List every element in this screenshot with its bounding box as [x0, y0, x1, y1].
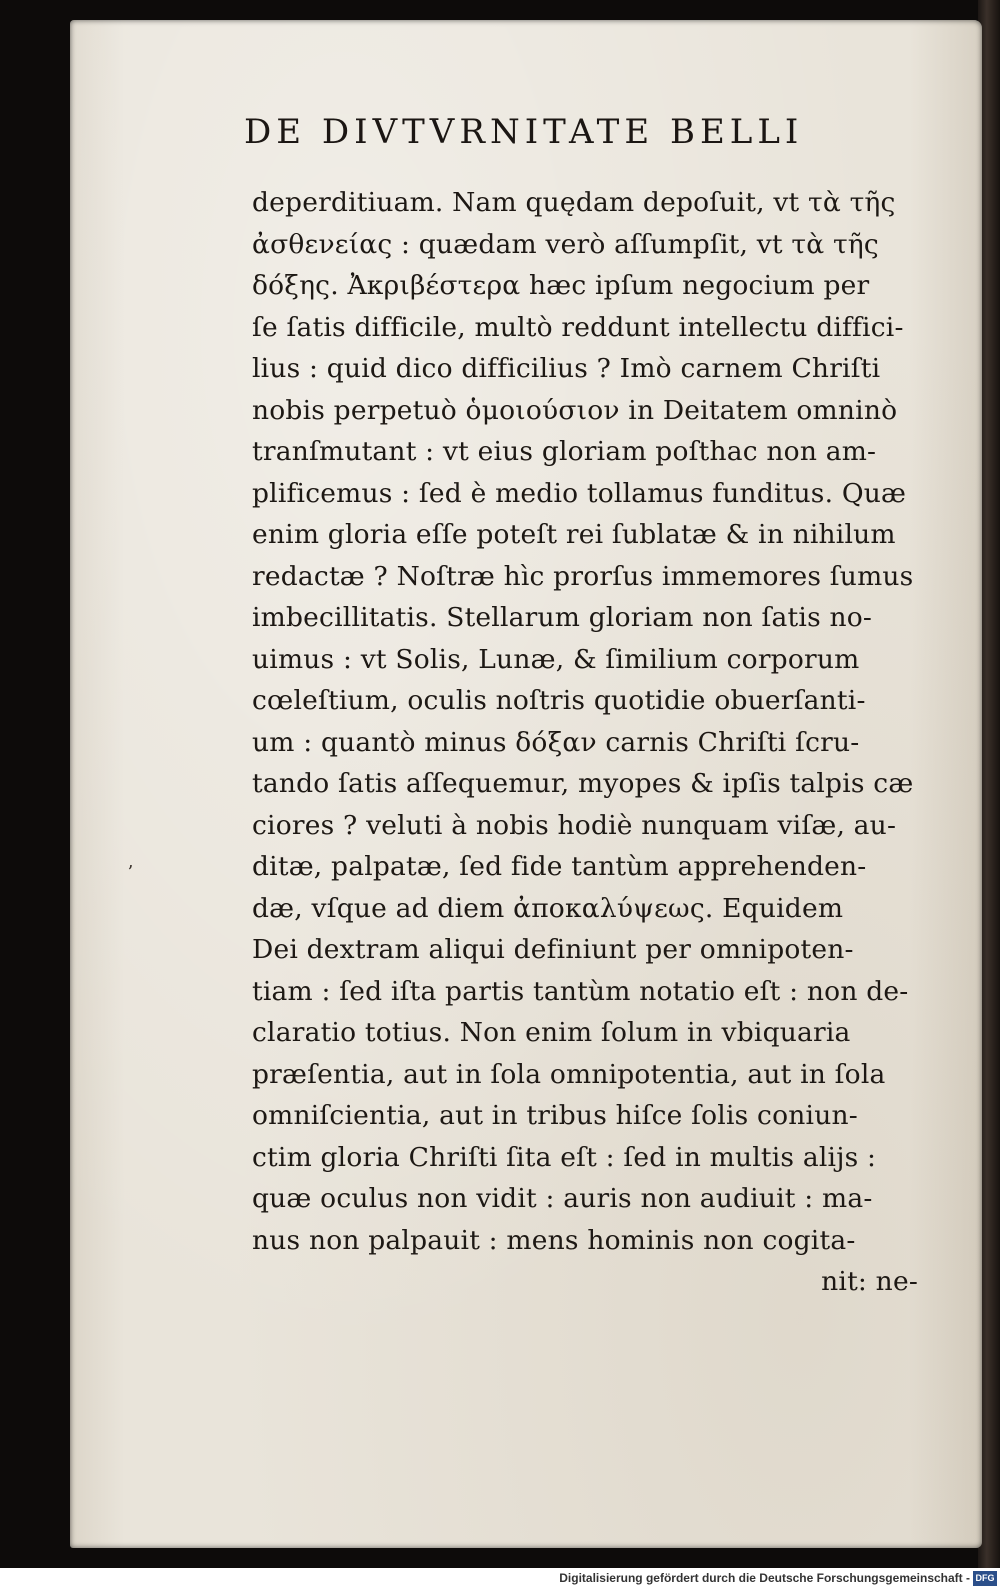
text-line: ditæ, palpatæ, ſed fide tantùm apprehenden-	[252, 851, 867, 882]
footer-credit: Digitalisierung gefördert durch die Deutsche Forschungsgemeinschaft -	[559, 1571, 970, 1585]
text-line: ſe ſatis difficile, multò reddunt intellectu diffici-	[252, 311, 904, 343]
text-line: tando ſatis aſſequemur, myopes & ipſis talpis cæ	[252, 768, 914, 799]
text-line: nus non palpauit : mens hominis non cogita-	[252, 1224, 856, 1256]
text-line: um : quantò minus δόξαν carnis Chriſti ſcru-	[252, 726, 860, 758]
margin-mark: ʼ	[127, 862, 133, 883]
text-line: ciores ? veluti à nobis hodiè nunquam viſæ, au-	[252, 809, 897, 841]
text-line: nobis perpetuò ὁμοιούσιον in Deitatem omninò	[252, 394, 898, 426]
text-line: claratio totius. Non enim ſolum in vbiquaria	[252, 1017, 851, 1048]
running-head: DE DIVTVRNITATE BELLI	[244, 112, 804, 152]
text-line: dæ, vſque ad diem ἀποκαλύψεως. Equidem	[252, 892, 844, 924]
text-line: cœleſtium, oculis noſtris quotidie obuerſanti-	[252, 685, 866, 716]
text-line: omniſcientia, aut in tribus hiſce ſolis coniun-	[252, 1100, 858, 1131]
text-line: uimus : vt Solis, Lunæ, & ſimilium corporum	[252, 643, 860, 675]
text-line: deperditiuam. Nam quędam depoſuit, vt τὰ τῆς	[252, 187, 896, 218]
text-line: Dei dextram aliqui definiunt per omnipoten-	[252, 934, 854, 965]
text-line: tiam : ſed iſta partis tantùm notatio eſt : non de-	[252, 975, 909, 1007]
text-block	[252, 182, 942, 1303]
text-line: δόξης. Ἀκριβέστερα hæc ipſum negocium per	[252, 270, 870, 301]
text-line: enim gloria eſſe poteſt rei ſublatæ & in nihilum	[252, 519, 896, 550]
text-line: ἀσθενείας : quædam verò aſſumpſit, vt τὰ τῆς	[252, 228, 879, 260]
text-line: tranſmutant : vt eius gloriam poſthac non am-	[252, 436, 877, 467]
text-line: plificemus : ſed è medio tollamus funditus. Quæ	[252, 477, 907, 509]
dfg-logo: DFG	[973, 1571, 997, 1586]
text-line: ctim gloria Chriſti ſita eſt : ſed in multis alijs :	[252, 1141, 877, 1173]
text-line: redactæ ? Noſtræ hìc prorſus immemores ſumus	[252, 560, 914, 592]
text-line: imbecillitatis. Stellarum gloriam non ſatis no-	[252, 602, 873, 633]
text-line: præſentia, aut in ſola omnipotentia, aut in ſola	[252, 1058, 886, 1090]
footer-bar	[0, 1568, 1000, 1590]
text-line: quæ oculus non vidit : auris non audiuit : ma-	[252, 1183, 873, 1214]
text-line: lius : quid dico difficilius ? Imò carnem Chriſti	[252, 353, 881, 384]
catchword: nit: ne-	[821, 1266, 918, 1297]
